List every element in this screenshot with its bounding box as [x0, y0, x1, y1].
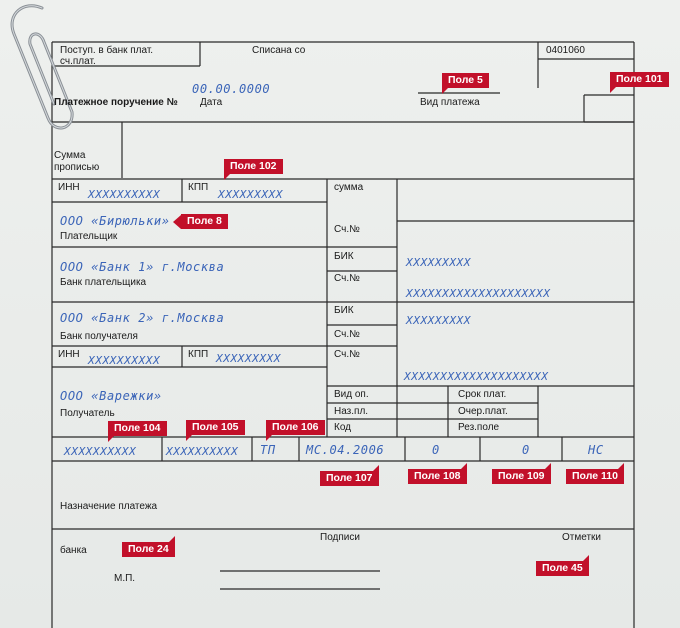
tax-field-104: XXXXXXXXXX [64, 445, 137, 458]
payer-bik-label: БИК [334, 251, 354, 262]
field-tag-101: Поле 101 [610, 72, 669, 87]
payer-kpp-label: КПП [188, 182, 209, 193]
form-code: 0401060 [546, 45, 585, 56]
payee-corr-account-label: Сч.№ [334, 329, 360, 340]
field-tag-45: Поле 45 [536, 561, 589, 576]
signatures-label: Подписи [320, 532, 360, 543]
payer-bank-name: ООО «Банк 1» г.Москва [60, 260, 225, 274]
field-tag-24: Поле 24 [122, 542, 175, 557]
purpose-label: Назначение платежа [60, 501, 158, 512]
received-label: Поступ. в банк плат. [60, 45, 154, 56]
tax-field-110: НС [588, 443, 604, 457]
payer-account-label: Сч.№ [334, 224, 360, 235]
payee-account-value: XXXXXXXXXXXXXXXXXXXX [404, 370, 549, 383]
payee-kpp-value: XXXXXXXXX [216, 352, 282, 365]
field-tag-108: Поле 108 [408, 469, 467, 484]
payer-kpp-value: XXXXXXXXX [218, 188, 284, 201]
payee-bank-name: ООО «Банк 2» г.Москва [60, 311, 225, 325]
payee-inn-label: ИНН [58, 349, 80, 360]
payee-bik-label: БИК [334, 305, 354, 316]
stamp-label: М.П. [114, 573, 136, 584]
account-label: сч.плат. [60, 56, 96, 67]
tax-field-106: ТП [260, 443, 276, 457]
field-tag-110: Поле 110 [566, 469, 624, 484]
marks-label: Отметки [562, 532, 602, 543]
order-label: Очер.плат. [458, 406, 508, 417]
tax-field-105: XXXXXXXXXX [166, 445, 239, 458]
payee-bank-label: Банк получателя [60, 331, 138, 342]
payment-kind-label: Вид платежа [420, 97, 480, 108]
code-label: Код [334, 422, 352, 433]
tax-field-107: МС.04.2006 [306, 443, 385, 457]
field-tag-106: Поле 106 [266, 420, 325, 435]
payee-inn-value: XXXXXXXXXX [88, 354, 161, 367]
payer-inn-label: ИНН [58, 182, 80, 193]
purpose-code-label: Наз.пл. [334, 406, 369, 417]
paper-clip-icon [2, 0, 82, 150]
sum-label: сумма [334, 182, 364, 193]
payer-label: Плательщик [60, 231, 118, 242]
payer-corr-account-value: XXXXXXXXXXXXXXXXXXXX [406, 287, 551, 300]
payer-inn-value: XXXXXXXXXX [88, 188, 161, 201]
field-tag-5: Поле 5 [442, 73, 489, 88]
field-tag-8: Поле 8 [181, 214, 228, 229]
bank-label: банка [60, 545, 87, 556]
date-value: 00.00.0000 [192, 82, 271, 96]
payee-name: ООО «Варежки» [60, 389, 162, 403]
page-title: Платежное поручение № [54, 97, 178, 108]
payee-bik-value: XXXXXXXXX [406, 314, 472, 327]
field-tag-104: Поле 104 [108, 421, 167, 436]
reserve-label: Рез.поле [458, 422, 500, 433]
field-tag-107: Поле 107 [320, 471, 379, 486]
payer-bik-value: XXXXXXXXX [406, 256, 472, 269]
field-tag-102: Поле 102 [224, 159, 283, 174]
op-type-label: Вид оп. [334, 389, 369, 400]
date-label: Дата [200, 97, 223, 108]
debited-label: Списана со [252, 45, 306, 56]
payee-label: Получатель [60, 408, 115, 419]
tax-field-108: 0 [432, 443, 440, 457]
tax-field-109: 0 [522, 443, 530, 457]
term-label: Срок плат. [458, 389, 507, 400]
amount-words-label: Сумма [54, 150, 86, 161]
amount-words-label-2: прописью [54, 162, 100, 173]
field-tag-105: Поле 105 [186, 420, 245, 435]
payer-bank-label: Банк плательщика [60, 277, 147, 288]
payee-account-label: Сч.№ [334, 349, 360, 360]
payer-corr-account-label: Сч.№ [334, 273, 360, 284]
field-tag-109: Поле 109 [492, 469, 551, 484]
payer-name: ООО «Бирюльки» [60, 214, 170, 228]
payee-kpp-label: КПП [188, 349, 209, 360]
